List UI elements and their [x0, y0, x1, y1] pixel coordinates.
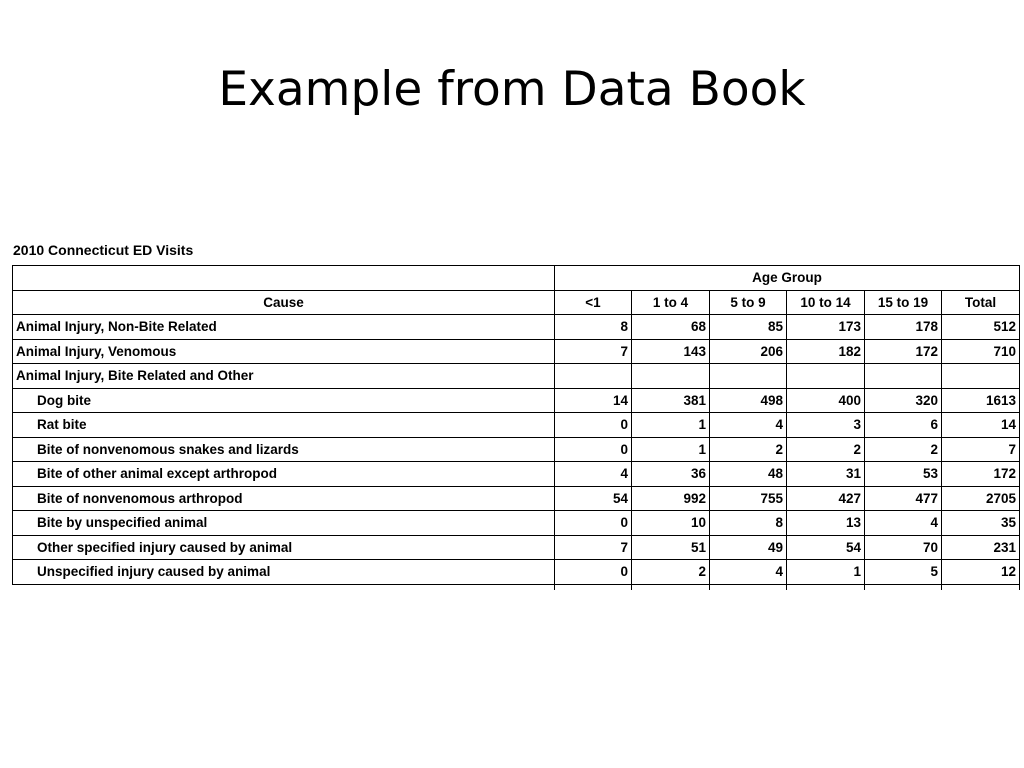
column-header: 10 to 14 [787, 290, 865, 315]
tail-cell [865, 584, 942, 590]
value-cell: 7 [942, 437, 1020, 462]
table-row [13, 462, 1020, 487]
cause-cell: Rat bite [13, 413, 555, 438]
table-row [13, 413, 1020, 438]
value-cell: 992 [632, 486, 710, 511]
value-cell: 710 [942, 339, 1020, 364]
value-cell: 54 [787, 535, 865, 560]
value-cell: 2 [787, 437, 865, 462]
column-header: 5 to 9 [710, 290, 787, 315]
value-cell: 31 [787, 462, 865, 487]
value-cell: 14 [555, 388, 632, 413]
value-cell: 13 [787, 511, 865, 536]
column-header-row [13, 290, 1020, 315]
value-cell: 1613 [942, 388, 1020, 413]
value-cell [710, 364, 787, 389]
group-header-row [13, 266, 1020, 291]
value-cell: 755 [710, 486, 787, 511]
value-cell: 4 [555, 462, 632, 487]
table-row [13, 560, 1020, 585]
table-row [13, 486, 1020, 511]
age-group-header: Age Group [555, 266, 1020, 291]
value-cell: 6 [865, 413, 942, 438]
value-cell: 178 [865, 315, 942, 340]
value-cell: 8 [710, 511, 787, 536]
blank-header-cell [13, 266, 555, 291]
table-caption: 2010 Connecticut ED Visits [13, 242, 194, 258]
value-cell: 7 [555, 339, 632, 364]
value-cell: 2 [710, 437, 787, 462]
value-cell: 2 [632, 560, 710, 585]
value-cell: 0 [555, 413, 632, 438]
tail-cell [710, 584, 787, 590]
cause-cell: Bite of nonvenomous snakes and lizards [13, 437, 555, 462]
value-cell: 427 [787, 486, 865, 511]
value-cell: 14 [942, 413, 1020, 438]
value-cell: 12 [942, 560, 1020, 585]
value-cell: 0 [555, 560, 632, 585]
tail-cell [555, 584, 632, 590]
value-cell: 172 [942, 462, 1020, 487]
value-cell: 36 [632, 462, 710, 487]
value-cell: 381 [632, 388, 710, 413]
value-cell [865, 364, 942, 389]
table-tail-row [13, 584, 1020, 590]
value-cell: 231 [942, 535, 1020, 560]
cause-cell: Animal Injury, Venomous [13, 339, 555, 364]
cause-cell: Dog bite [13, 388, 555, 413]
value-cell: 477 [865, 486, 942, 511]
value-cell: 320 [865, 388, 942, 413]
cause-cell: Animal Injury, Bite Related and Other [13, 364, 555, 389]
value-cell: 35 [942, 511, 1020, 536]
cause-cell: Unspecified injury caused by animal [13, 560, 555, 585]
value-cell: 70 [865, 535, 942, 560]
value-cell: 498 [710, 388, 787, 413]
value-cell [632, 364, 710, 389]
value-cell [787, 364, 865, 389]
value-cell: 53 [865, 462, 942, 487]
value-cell: 1 [632, 413, 710, 438]
value-cell: 10 [632, 511, 710, 536]
value-cell: 49 [710, 535, 787, 560]
cause-header: Cause [13, 290, 555, 315]
value-cell: 2 [865, 437, 942, 462]
value-cell: 0 [555, 511, 632, 536]
table-row [13, 339, 1020, 364]
table-row [13, 535, 1020, 560]
value-cell: 85 [710, 315, 787, 340]
value-cell: 5 [865, 560, 942, 585]
value-cell: 172 [865, 339, 942, 364]
value-cell: 2705 [942, 486, 1020, 511]
value-cell: 8 [555, 315, 632, 340]
column-header: Total [942, 290, 1020, 315]
value-cell: 143 [632, 339, 710, 364]
value-cell: 68 [632, 315, 710, 340]
cause-cell: Bite of nonvenomous arthropod [13, 486, 555, 511]
cause-cell: Bite by unspecified animal [13, 511, 555, 536]
value-cell: 3 [787, 413, 865, 438]
table-row [13, 315, 1020, 340]
cause-cell: Bite of other animal except arthropod [13, 462, 555, 487]
value-cell: 54 [555, 486, 632, 511]
value-cell: 173 [787, 315, 865, 340]
table-row [13, 437, 1020, 462]
column-header: 1 to 4 [632, 290, 710, 315]
table-row [13, 364, 1020, 389]
table-row [13, 511, 1020, 536]
value-cell [942, 364, 1020, 389]
slide-title: Example from Data Book [218, 62, 806, 117]
value-cell [555, 364, 632, 389]
data-table [12, 265, 1020, 590]
value-cell: 7 [555, 535, 632, 560]
value-cell: 4 [710, 413, 787, 438]
value-cell: 206 [710, 339, 787, 364]
tail-cell [632, 584, 710, 590]
column-header: 15 to 19 [865, 290, 942, 315]
value-cell: 4 [865, 511, 942, 536]
value-cell: 400 [787, 388, 865, 413]
value-cell: 48 [710, 462, 787, 487]
value-cell: 512 [942, 315, 1020, 340]
tail-cell [942, 584, 1020, 590]
tail-cell [13, 584, 555, 590]
cause-cell: Other specified injury caused by animal [13, 535, 555, 560]
value-cell: 0 [555, 437, 632, 462]
tail-cell [787, 584, 865, 590]
value-cell: 182 [787, 339, 865, 364]
value-cell: 51 [632, 535, 710, 560]
value-cell: 4 [710, 560, 787, 585]
value-cell: 1 [632, 437, 710, 462]
column-header: <1 [555, 290, 632, 315]
table-body [13, 315, 1020, 591]
value-cell: 1 [787, 560, 865, 585]
cause-cell: Animal Injury, Non-Bite Related [13, 315, 555, 340]
table-row [13, 388, 1020, 413]
